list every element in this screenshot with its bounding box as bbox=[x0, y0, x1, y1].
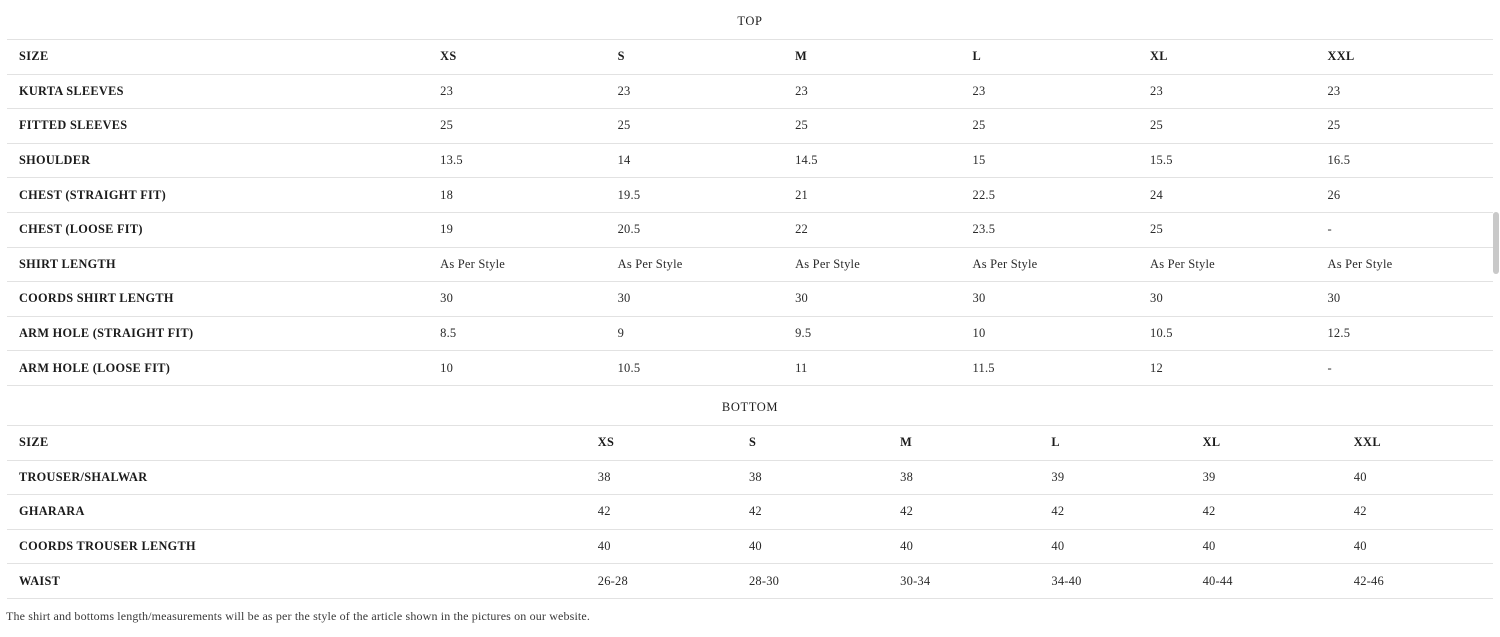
cell-xs: 13.5 bbox=[428, 143, 605, 178]
row-label: KURTA SLEEVES bbox=[7, 74, 428, 109]
column-header-xl: XL bbox=[1191, 425, 1342, 460]
table-header-row bbox=[7, 425, 1493, 460]
column-header-xs: XS bbox=[586, 425, 737, 460]
cell-xl: 30 bbox=[1138, 282, 1315, 317]
column-header-m: M bbox=[888, 425, 1039, 460]
bottom-size-table bbox=[7, 425, 1493, 599]
column-header-l: L bbox=[961, 40, 1138, 75]
cell-s: 9 bbox=[606, 316, 783, 351]
column-header-xs: XS bbox=[428, 40, 605, 75]
table-row bbox=[7, 212, 1493, 247]
row-label: FITTED SLEEVES bbox=[7, 109, 428, 144]
column-header-size: SIZE bbox=[7, 40, 428, 75]
cell-m: 11 bbox=[783, 351, 960, 386]
cell-xxl: 40 bbox=[1342, 460, 1493, 495]
cell-s: 38 bbox=[737, 460, 888, 495]
cell-xs: 42 bbox=[586, 495, 737, 530]
cell-l: 23 bbox=[961, 74, 1138, 109]
cell-xs: 26-28 bbox=[586, 564, 737, 599]
column-header-xl: XL bbox=[1138, 40, 1315, 75]
cell-s: 10.5 bbox=[606, 351, 783, 386]
cell-s: 23 bbox=[606, 74, 783, 109]
table-row bbox=[7, 495, 1493, 530]
cell-xxl: - bbox=[1315, 212, 1493, 247]
cell-xxl: 40 bbox=[1342, 529, 1493, 564]
table-row bbox=[7, 109, 1493, 144]
cell-m: 42 bbox=[888, 495, 1039, 530]
cell-s: 20.5 bbox=[606, 212, 783, 247]
cell-xs: 18 bbox=[428, 178, 605, 213]
cell-xxl: 26 bbox=[1315, 178, 1493, 213]
cell-l: 23.5 bbox=[961, 212, 1138, 247]
cell-xxl: 25 bbox=[1315, 109, 1493, 144]
table-row bbox=[7, 143, 1493, 178]
table-row bbox=[7, 529, 1493, 564]
cell-xl: 42 bbox=[1191, 495, 1342, 530]
cell-xxl: 30 bbox=[1315, 282, 1493, 317]
cell-s: 14 bbox=[606, 143, 783, 178]
column-header-xxl: XXL bbox=[1342, 425, 1493, 460]
table-row bbox=[7, 282, 1493, 317]
cell-xl: 25 bbox=[1138, 212, 1315, 247]
cell-xl: 25 bbox=[1138, 109, 1315, 144]
top-size-table bbox=[7, 39, 1493, 386]
cell-s: 28-30 bbox=[737, 564, 888, 599]
top-section-title: TOP bbox=[737, 14, 763, 28]
cell-m: 21 bbox=[783, 178, 960, 213]
cell-s: 19.5 bbox=[606, 178, 783, 213]
cell-m: 9.5 bbox=[783, 316, 960, 351]
column-header-l: L bbox=[1039, 425, 1190, 460]
cell-xl: 24 bbox=[1138, 178, 1315, 213]
cell-xl: 12 bbox=[1138, 351, 1315, 386]
table-header-row bbox=[7, 40, 1493, 75]
column-header-xxl: XXL bbox=[1315, 40, 1493, 75]
row-label: SHOULDER bbox=[7, 143, 428, 178]
cell-m: As Per Style bbox=[783, 247, 960, 282]
vertical-scrollbar[interactable] bbox=[1492, 0, 1500, 637]
cell-xxl: 16.5 bbox=[1315, 143, 1493, 178]
cell-xxl: 42-46 bbox=[1342, 564, 1493, 599]
cell-xs: 23 bbox=[428, 74, 605, 109]
cell-xs: 30 bbox=[428, 282, 605, 317]
row-label: ARM HOLE (LOOSE FIT) bbox=[7, 351, 428, 386]
cell-l: 30 bbox=[961, 282, 1138, 317]
row-label: SHIRT LENGTH bbox=[7, 247, 428, 282]
cell-xl: 39 bbox=[1191, 460, 1342, 495]
cell-l: 39 bbox=[1039, 460, 1190, 495]
cell-l: 22.5 bbox=[961, 178, 1138, 213]
cell-xxl: 42 bbox=[1342, 495, 1493, 530]
cell-xs: 10 bbox=[428, 351, 605, 386]
cell-xl: 23 bbox=[1138, 74, 1315, 109]
cell-xs: 25 bbox=[428, 109, 605, 144]
row-label: CHEST (STRAIGHT FIT) bbox=[7, 178, 428, 213]
row-label: TROUSER/SHALWAR bbox=[7, 460, 586, 495]
cell-xl: 15.5 bbox=[1138, 143, 1315, 178]
cell-l: 25 bbox=[961, 109, 1138, 144]
cell-xl: 40 bbox=[1191, 529, 1342, 564]
cell-xl: 10.5 bbox=[1138, 316, 1315, 351]
row-label: ARM HOLE (STRAIGHT FIT) bbox=[7, 316, 428, 351]
cell-xxl: 12.5 bbox=[1315, 316, 1493, 351]
cell-xxl: - bbox=[1315, 351, 1493, 386]
cell-s: 40 bbox=[737, 529, 888, 564]
cell-m: 30 bbox=[783, 282, 960, 317]
table-row bbox=[7, 351, 1493, 386]
row-label: GHARARA bbox=[7, 495, 586, 530]
column-header-s: S bbox=[606, 40, 783, 75]
cell-s: 30 bbox=[606, 282, 783, 317]
table-row bbox=[7, 316, 1493, 351]
cell-l: 34-40 bbox=[1039, 564, 1190, 599]
cell-m: 38 bbox=[888, 460, 1039, 495]
cell-m: 22 bbox=[783, 212, 960, 247]
table-row bbox=[7, 178, 1493, 213]
table-row bbox=[7, 564, 1493, 599]
scrollbar-thumb[interactable] bbox=[1493, 212, 1499, 274]
table-row bbox=[7, 247, 1493, 282]
column-header-m: M bbox=[783, 40, 960, 75]
cell-l: 42 bbox=[1039, 495, 1190, 530]
cell-m: 25 bbox=[783, 109, 960, 144]
cell-l: As Per Style bbox=[961, 247, 1138, 282]
measurement-footnote: The shirt and bottoms length/measurements will be as per the style of the article shown in the pictures on our website. bbox=[6, 608, 591, 623]
cell-xl: 40-44 bbox=[1191, 564, 1342, 599]
cell-xxl: 23 bbox=[1315, 74, 1493, 109]
row-label: CHEST (LOOSE FIT) bbox=[7, 212, 428, 247]
row-label: COORDS TROUSER LENGTH bbox=[7, 529, 586, 564]
cell-l: 10 bbox=[961, 316, 1138, 351]
cell-m: 23 bbox=[783, 74, 960, 109]
table-row bbox=[7, 74, 1493, 109]
table-row bbox=[7, 460, 1493, 495]
row-label: WAIST bbox=[7, 564, 586, 599]
cell-s: 42 bbox=[737, 495, 888, 530]
cell-l: 11.5 bbox=[961, 351, 1138, 386]
cell-xxl: As Per Style bbox=[1315, 247, 1493, 282]
cell-xs: 8.5 bbox=[428, 316, 605, 351]
cell-l: 15 bbox=[961, 143, 1138, 178]
cell-xs: 40 bbox=[586, 529, 737, 564]
cell-xs: 38 bbox=[586, 460, 737, 495]
cell-xs: As Per Style bbox=[428, 247, 605, 282]
cell-l: 40 bbox=[1039, 529, 1190, 564]
cell-s: 25 bbox=[606, 109, 783, 144]
cell-m: 30-34 bbox=[888, 564, 1039, 599]
column-header-size: SIZE bbox=[7, 425, 586, 460]
bottom-section-title: BOTTOM bbox=[721, 399, 779, 414]
row-label: COORDS SHIRT LENGTH bbox=[7, 282, 428, 317]
cell-xs: 19 bbox=[428, 212, 605, 247]
cell-m: 14.5 bbox=[783, 143, 960, 178]
cell-s: As Per Style bbox=[606, 247, 783, 282]
cell-m: 40 bbox=[888, 529, 1039, 564]
cell-xl: As Per Style bbox=[1138, 247, 1315, 282]
column-header-s: S bbox=[737, 425, 888, 460]
